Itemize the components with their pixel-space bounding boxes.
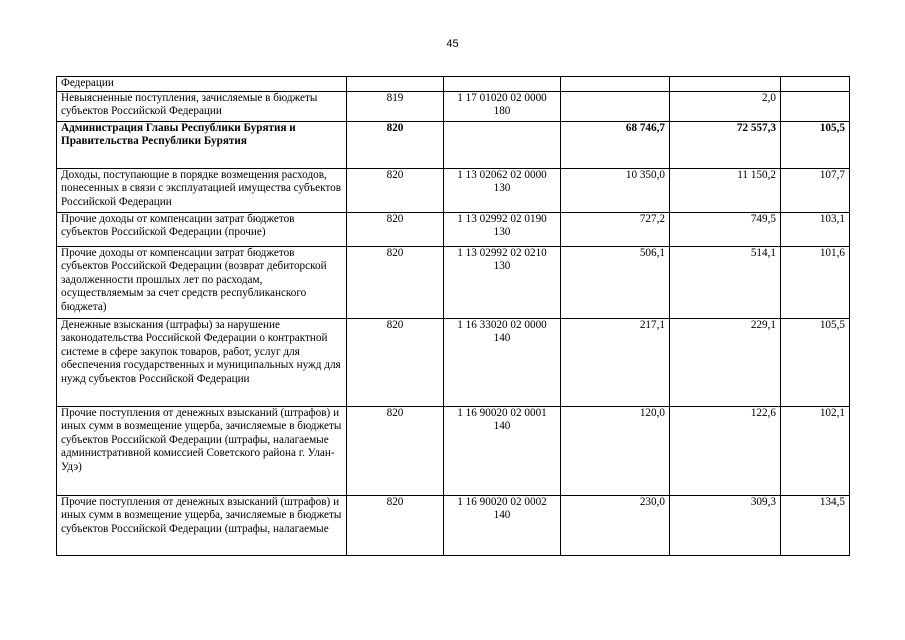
cell-percent: 105,5 [781,122,850,169]
cell-admin-code: 820 [347,169,444,213]
cell-percent [781,77,850,92]
cell-budget-code [444,77,561,92]
cell-value-2: 11 150,2 [670,169,781,213]
cell-name: Невыясненные поступления, зачисляемые в бюджеты субъектов Российской Федерации [57,92,347,122]
revenue-table [56,76,850,556]
table-body [57,77,850,556]
cell-percent: 103,1 [781,213,850,247]
cell-value-1 [561,77,670,92]
cell-admin-code: 820 [347,407,444,496]
cell-value-1: 10 350,0 [561,169,670,213]
cell-value-1: 120,0 [561,407,670,496]
cell-name: Администрация Главы Республики Бурятия и Правительства Республики Бурятия [57,122,347,169]
cell-admin-code: 820 [347,319,444,407]
cell-value-1: 230,0 [561,496,670,556]
cell-value-2 [670,77,781,92]
cell-name: Доходы, поступающие в порядке возмещения расходов, понесенных в связи с эксплуатацией имущества субъектов Российской Федерации [57,169,347,213]
cell-admin-code: 820 [347,122,444,169]
cell-budget-code: 1 16 90020 02 0002 140 [444,496,561,556]
cell-value-1: 727,2 [561,213,670,247]
table-row [57,92,850,122]
table-row [57,319,850,407]
cell-budget-code: 1 16 33020 02 0000 140 [444,319,561,407]
cell-name: Прочие доходы от компенсации затрат бюджетов субъектов Российской Федерации (возврат дебиторской задолженности прошлых лет по расходам, осуществляемым за счет средств республиканского бюджета) [57,247,347,319]
table-row [57,77,850,92]
cell-value-2: 2,0 [670,92,781,122]
cell-value-2: 229,1 [670,319,781,407]
cell-value-1: 68 746,7 [561,122,670,169]
cell-budget-code: 1 16 90020 02 0001 140 [444,407,561,496]
cell-admin-code: 820 [347,496,444,556]
cell-value-1: 506,1 [561,247,670,319]
cell-value-2: 749,5 [670,213,781,247]
cell-admin-code: 819 [347,92,444,122]
cell-percent: 101,6 [781,247,850,319]
cell-budget-code [444,122,561,169]
cell-name: Федерации [57,77,347,92]
cell-name: Прочие поступления от денежных взысканий (штрафов) и иных сумм в возмещение ущерба, зачисляемые в бюджеты субъектов Российской Федерации (штрафы, налагаемые административной комиссией Советского района г. Улан-Удэ) [57,407,347,496]
cell-percent: 107,7 [781,169,850,213]
cell-value-1: 217,1 [561,319,670,407]
cell-value-2: 122,6 [670,407,781,496]
cell-name: Денежные взыскания (штрафы) за нарушение законодательства Российской Федерации о контрактной системе в сфере закупок товаров, работ, услуг для обеспечения государственных и муниципальных нужд для нужд субъектов Российской Федерации [57,319,347,407]
cell-value-2: 72 557,3 [670,122,781,169]
table-row [57,247,850,319]
cell-admin-code: 820 [347,247,444,319]
cell-name: Прочие поступления от денежных взысканий (штрафов) и иных сумм в возмещение ущерба, зачисляемые в бюджеты субъектов Российской Федерации (штрафы, налагаемые [57,496,347,556]
cell-value-2: 514,1 [670,247,781,319]
table-row [57,213,850,247]
table-row [57,169,850,213]
cell-budget-code: 1 17 01020 02 0000 180 [444,92,561,122]
cell-admin-code [347,77,444,92]
cell-percent [781,92,850,122]
cell-percent: 134,5 [781,496,850,556]
page-number: 45 [446,38,459,50]
cell-budget-code: 1 13 02992 02 0210 130 [444,247,561,319]
cell-value-1 [561,92,670,122]
cell-budget-code: 1 13 02062 02 0000 130 [444,169,561,213]
cell-admin-code: 820 [347,213,444,247]
cell-name: Прочие доходы от компенсации затрат бюджетов субъектов Российской Федерации (прочие) [57,213,347,247]
cell-budget-code: 1 13 02992 02 0190 130 [444,213,561,247]
cell-value-2: 309,3 [670,496,781,556]
table-row [57,122,850,169]
table-row [57,496,850,556]
cell-percent: 102,1 [781,407,850,496]
table-row [57,407,850,496]
cell-percent: 105,5 [781,319,850,407]
